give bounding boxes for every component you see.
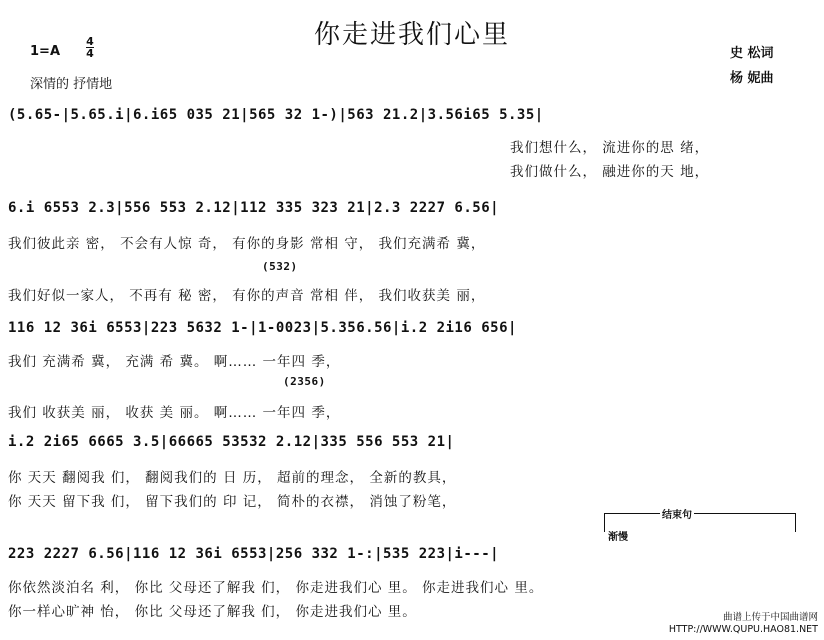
composer: 杨 妮曲 xyxy=(730,71,774,86)
lyric-line-4a: 你 天天 翻阅我 们， 翻阅我们的 日 历， 超前的理念， 全新的教具， xyxy=(8,470,457,486)
time-signature-denominator: 4 xyxy=(86,47,94,60)
lyric-line-2b: 我们好似一家人， 不再有 秘 密， 有你的声音 常相 伴， 我们收获美 丽， xyxy=(8,288,486,304)
notation-line-1: (5.65-|5.65.i|6.i65 035 21|565 32 1-)|563 21.2|3.56i65 5.35| xyxy=(8,107,544,123)
lyric-line-3b: 我们 收获美 丽， 收获 美 丽。 啊…… 一年四 季， xyxy=(8,405,341,421)
variant-notes-3: (2356) xyxy=(283,375,326,388)
lyric-line-2a: 我们彼此亲 密， 不会有人惊 奇， 有你的身影 常相 守， 我们充满希 冀， xyxy=(8,236,486,252)
watermark-footer xyxy=(669,612,818,636)
variant-notes-2: (532) xyxy=(262,260,298,273)
notation-line-3: 116 12 36i 6553|223 5632 1-|1-0023|5.356.56|i.2 2i16 656| xyxy=(8,320,517,336)
lyric-line-5b: 你一样心旷神 怡， 你比 父母还了解我 们， 你走进我们心 里。 xyxy=(8,604,417,620)
lyric-line-1b: 我们做什么， 融进你的天 地， xyxy=(510,164,710,180)
footer-line-2: HTTP://WWW.QUPU.HAO81.NET xyxy=(668,624,818,635)
notation-line-4: i.2 2i65 6665 3.5|66665 53532 2.12|335 556 553 21| xyxy=(8,434,455,450)
tempo-mark: 渐慢 xyxy=(608,532,628,543)
footer-line-1: 曲谱上传于中国曲谱网 xyxy=(722,612,818,623)
lyric-line-1a: 我们想什么， 流进你的思 绪， xyxy=(510,140,710,156)
time-signature-numerator: 4 xyxy=(86,35,94,48)
lyric-line-4b: 你 天天 留下我 们， 留下我们的 印 记， 简朴的衣襟， 消蚀了粉笔， xyxy=(8,494,457,510)
lyricist: 史 松词 xyxy=(730,46,774,61)
expression-mark: 深情的 抒情地 xyxy=(30,77,113,92)
ending-label: 结束句 xyxy=(660,506,694,521)
key-signature: 1=A xyxy=(30,44,60,59)
notation-line-5: 223 2227 6.56|116 12 36i 6553|256 332 1-:|535 223|i---| xyxy=(8,546,500,562)
time-signature xyxy=(86,36,94,59)
lyric-line-3a: 我们 充满希 冀， 充满 希 冀。 啊…… 一年四 季， xyxy=(8,354,341,370)
lyric-line-5a: 你依然淡泊名 利， 你比 父母还了解我 们， 你走进我们心 里。 你走进我们心 里。 xyxy=(8,580,544,596)
notation-line-2: 6.i 6553 2.3|556 553 2.12|112 335 323 21|2.3 2227 6.56| xyxy=(8,200,500,216)
ending-bracket xyxy=(604,513,796,532)
page-title: 你走进我们心里 xyxy=(313,20,510,50)
